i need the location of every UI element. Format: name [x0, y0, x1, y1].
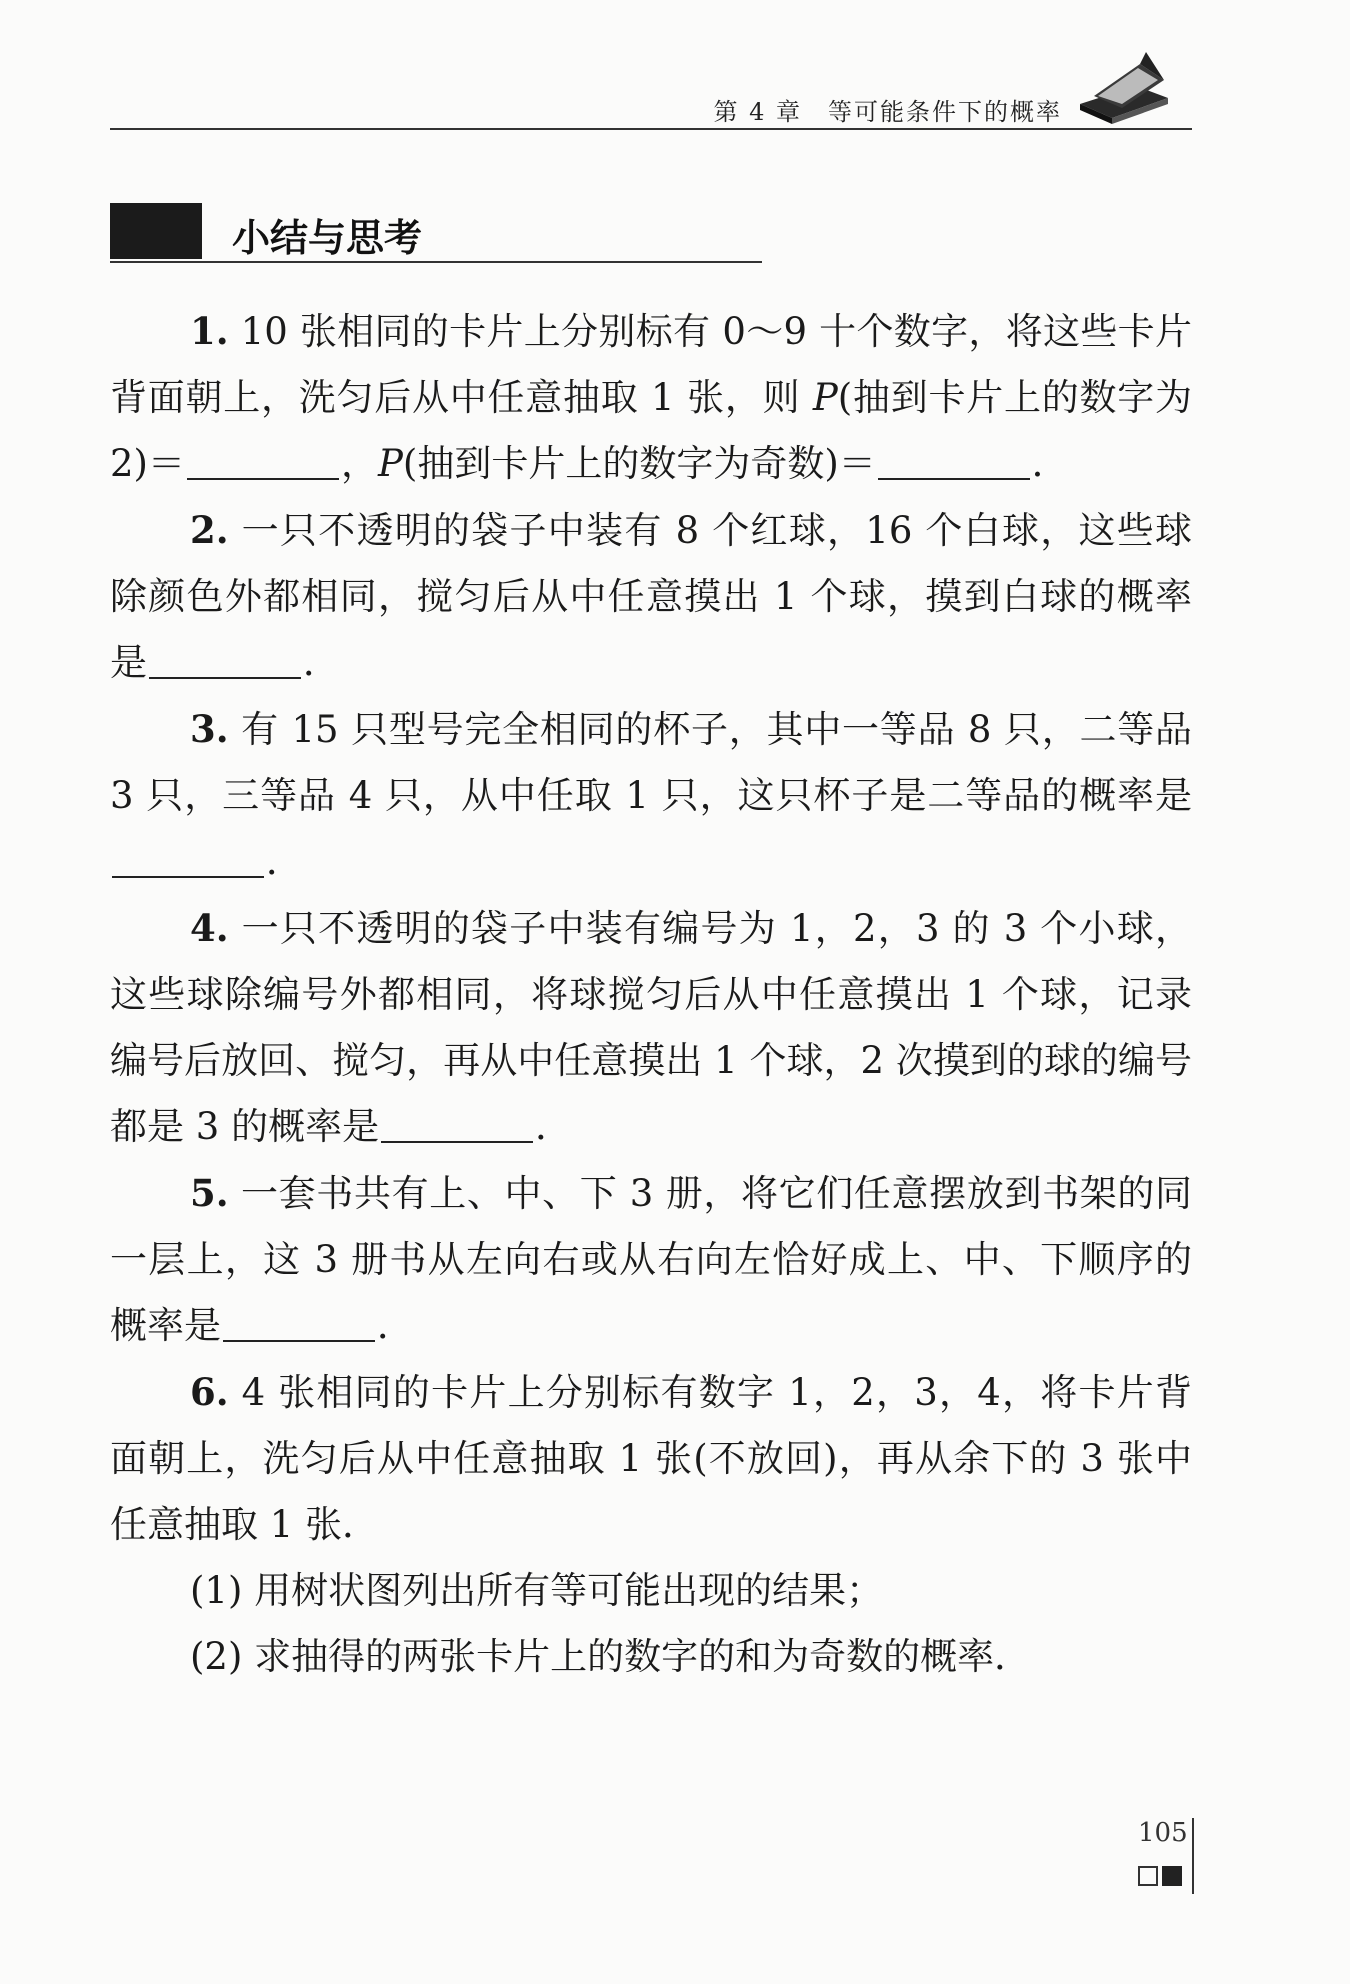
sub-question-2: (2) 求抽得的两张卡片上的数字的和为奇数的概率．	[190, 1635, 1032, 1678]
answer-blank[interactable]	[149, 637, 301, 679]
problem-number: 4.	[190, 906, 229, 950]
problem-4	[110, 895, 1192, 1160]
problem-text: (抽到卡片上的数字为 2)＝	[110, 376, 1193, 485]
heading-block	[110, 203, 202, 259]
problem-text: 4 张相同的卡片上分别标有数字 1，2，3，4，将卡片背面朝上，洗匀后从中任意抽取 1 张(不放回)，再从余下的 3 张中任意抽取 1 张．	[110, 1371, 1192, 1546]
probability-symbol: P	[377, 442, 403, 485]
chapter-title: 第 4 章 等可能条件下的概率	[713, 98, 1062, 126]
section-heading	[110, 203, 762, 263]
problem-1	[110, 298, 1192, 497]
problem-number: 3.	[190, 707, 229, 751]
problem-text: (抽到卡片上的数字为奇数)＝	[402, 442, 876, 485]
page-number: 105	[1138, 1818, 1188, 1848]
problem-6	[110, 1359, 1192, 1558]
answer-blank[interactable]	[223, 1300, 375, 1342]
problem-end: ．	[377, 1304, 414, 1347]
problem-end: ．	[1031, 442, 1069, 485]
problem-text: 一只不透明的袋子中装有 8 个红球，16 个白球，这些球除颜色外都相同，搅匀后从中任意摸出 1 个球，摸到白球的概率是	[110, 509, 1192, 684]
problem-number: 6.	[190, 1370, 229, 1414]
probability-symbol: P	[812, 376, 838, 419]
answer-blank[interactable]	[187, 438, 339, 480]
problem-5	[110, 1160, 1192, 1359]
problem-3	[110, 696, 1192, 895]
sub-question-1: (1) 用树状图列出所有等可能出现的结果；	[190, 1569, 884, 1612]
problem-list	[110, 298, 1192, 1690]
problem-end: ．	[535, 1105, 573, 1148]
answer-blank[interactable]	[878, 438, 1030, 480]
solid-square-icon	[1162, 1866, 1182, 1886]
hollow-square-icon	[1138, 1866, 1158, 1886]
problem-end: ．	[266, 840, 303, 883]
problem-number: 2.	[190, 508, 229, 552]
answer-blank[interactable]	[381, 1101, 533, 1143]
problem-text: 一只不透明的袋子中装有编号为 1，2，3 的 3 个小球，这些球除编号外都相同，将球搅匀后从中任意摸出 1 个球，记录编号后放回、搅匀，再从中任意摸出 1 个球，2 次摸到的球的编号都是 3 的概率是	[110, 907, 1192, 1148]
problem-end: ．	[303, 641, 340, 684]
problem-2	[110, 497, 1192, 696]
footer-rule	[1192, 1818, 1194, 1894]
section-title: 小结与思考	[232, 216, 423, 260]
book-icon	[1076, 46, 1172, 126]
problem-number: 5.	[190, 1171, 229, 1215]
footer-marks	[1138, 1866, 1182, 1888]
problem-text: 有 15 只型号完全相同的杯子，其中一等品 8 只，二等品 3 只，三等品 4 只，从中任取 1 只，这只杯子是二等品的概率是	[110, 708, 1192, 817]
problem-text: 一套书共有上、中、下 3 册，将它们任意摆放到书架的同一层上，这 3 册书从左向右或从右向左恰好成上、中、下顺序的概率是	[110, 1172, 1192, 1347]
running-header	[110, 84, 1192, 130]
problem-text: 10 张相同的卡片上分别标有 0～9 十个数字，将这些卡片背面朝上，洗匀后从中任意抽取 1 张，则	[110, 310, 1192, 419]
problem-number: 1.	[190, 309, 229, 353]
problem-text: ，	[340, 442, 378, 485]
answer-blank[interactable]	[112, 836, 264, 878]
